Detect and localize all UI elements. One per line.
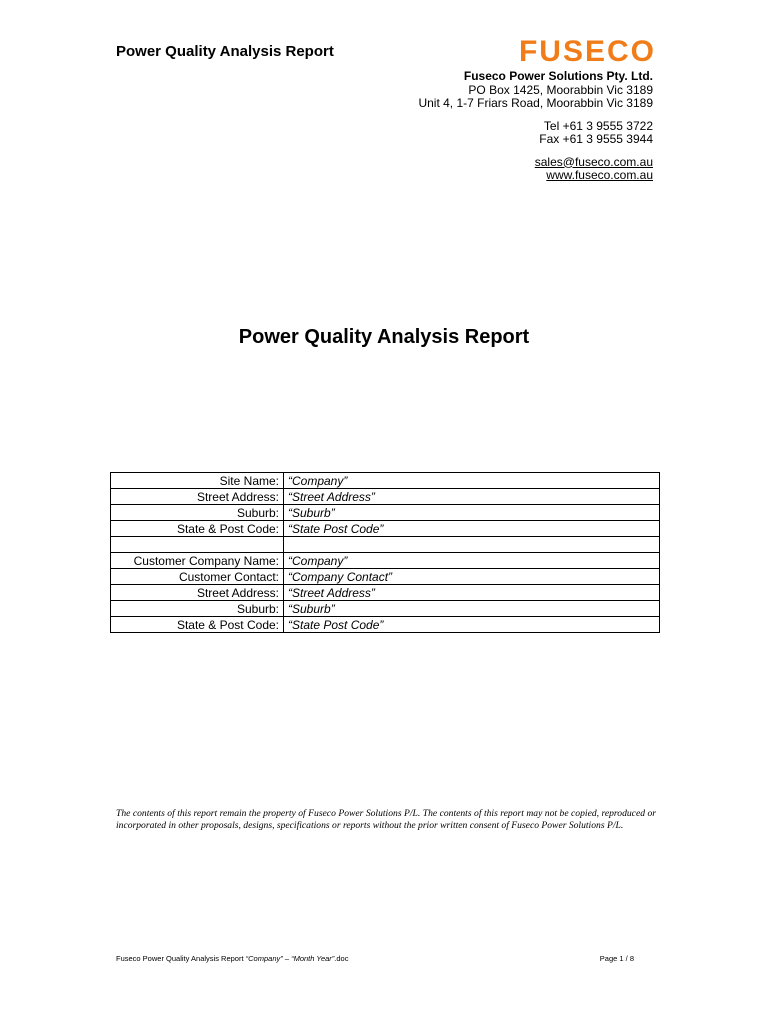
site-suburb-value: “Suburb” bbox=[284, 505, 660, 521]
table-row bbox=[111, 505, 660, 521]
site-state-value: “State Post Code” bbox=[284, 521, 660, 537]
table-row bbox=[111, 617, 660, 633]
site-street-label: Street Address: bbox=[111, 489, 284, 505]
details-table bbox=[110, 472, 660, 633]
footer-page-number: Page 1 / 8 bbox=[599, 954, 634, 963]
customer-state-label: State & Post Code: bbox=[111, 617, 284, 633]
footer-doc-ext: .doc bbox=[334, 954, 349, 963]
company-tel: Tel +61 3 9555 3722 bbox=[543, 118, 653, 133]
customer-contact-label: Customer Contact: bbox=[111, 569, 284, 585]
site-state-label: State & Post Code: bbox=[111, 521, 284, 537]
customer-street-value: “Street Address” bbox=[284, 585, 660, 601]
company-street: Unit 4, 1-7 Friars Road, Moorabbin Vic 3189 bbox=[418, 96, 653, 110]
footer-doc-date: “Month Year” bbox=[291, 954, 335, 963]
table-row bbox=[111, 473, 660, 489]
company-email-link[interactable]: sales@fuseco.com.au bbox=[534, 154, 653, 169]
footer-doc-prefix: Fuseco Power Quality Analysis Report bbox=[116, 954, 246, 963]
customer-contact-value: “Company Contact” bbox=[284, 569, 660, 585]
footer-doc-sep: – bbox=[282, 954, 292, 963]
fuseco-logo bbox=[464, 35, 656, 65]
company-website-link[interactable]: www.fuseco.com.au bbox=[546, 168, 653, 182]
site-suburb-label: Suburb: bbox=[111, 505, 284, 521]
site-name-label: Site Name: bbox=[111, 473, 284, 489]
table-row-spacer bbox=[111, 537, 660, 553]
table-row bbox=[111, 569, 660, 585]
site-street-value: “Street Address” bbox=[284, 489, 660, 505]
footer-doc-company: “Company” bbox=[245, 954, 283, 963]
table-row bbox=[111, 521, 660, 537]
table-row bbox=[111, 553, 660, 569]
customer-company-label: Customer Company Name: bbox=[111, 553, 284, 569]
company-po-box: PO Box 1425, Moorabbin Vic 3189 bbox=[468, 82, 653, 97]
svg-text:FUSECO: FUSECO bbox=[518, 35, 656, 65]
table-row bbox=[111, 585, 660, 601]
company-contact-block bbox=[418, 70, 653, 183]
table-row bbox=[111, 601, 660, 617]
company-fax: Fax +61 3 9555 3944 bbox=[539, 132, 653, 146]
footer-document-name bbox=[116, 954, 348, 963]
customer-state-value: “State Post Code” bbox=[284, 617, 660, 633]
company-name: Fuseco Power Solutions Pty. Ltd. bbox=[463, 69, 653, 83]
customer-street-label: Street Address: bbox=[111, 585, 284, 601]
customer-company-value: “Company” bbox=[284, 553, 660, 569]
page-title: Power Quality Analysis Report bbox=[238, 326, 530, 348]
header-title: Power Quality Analysis Report bbox=[116, 43, 334, 60]
customer-suburb-value: “Suburb” bbox=[284, 601, 660, 617]
site-name-value: “Company” bbox=[284, 473, 660, 489]
customer-suburb-label: Suburb: bbox=[111, 601, 284, 617]
table-row bbox=[111, 489, 660, 505]
disclaimer-text: The contents of this report remain the property of Fuseco Power Solutions P/L. The contents of this report may not be copied, reproduced or incorporated in other proposals, designs, specifications or reports without the prior written consent of Fuseco Power Solutions P/L. bbox=[116, 808, 656, 831]
